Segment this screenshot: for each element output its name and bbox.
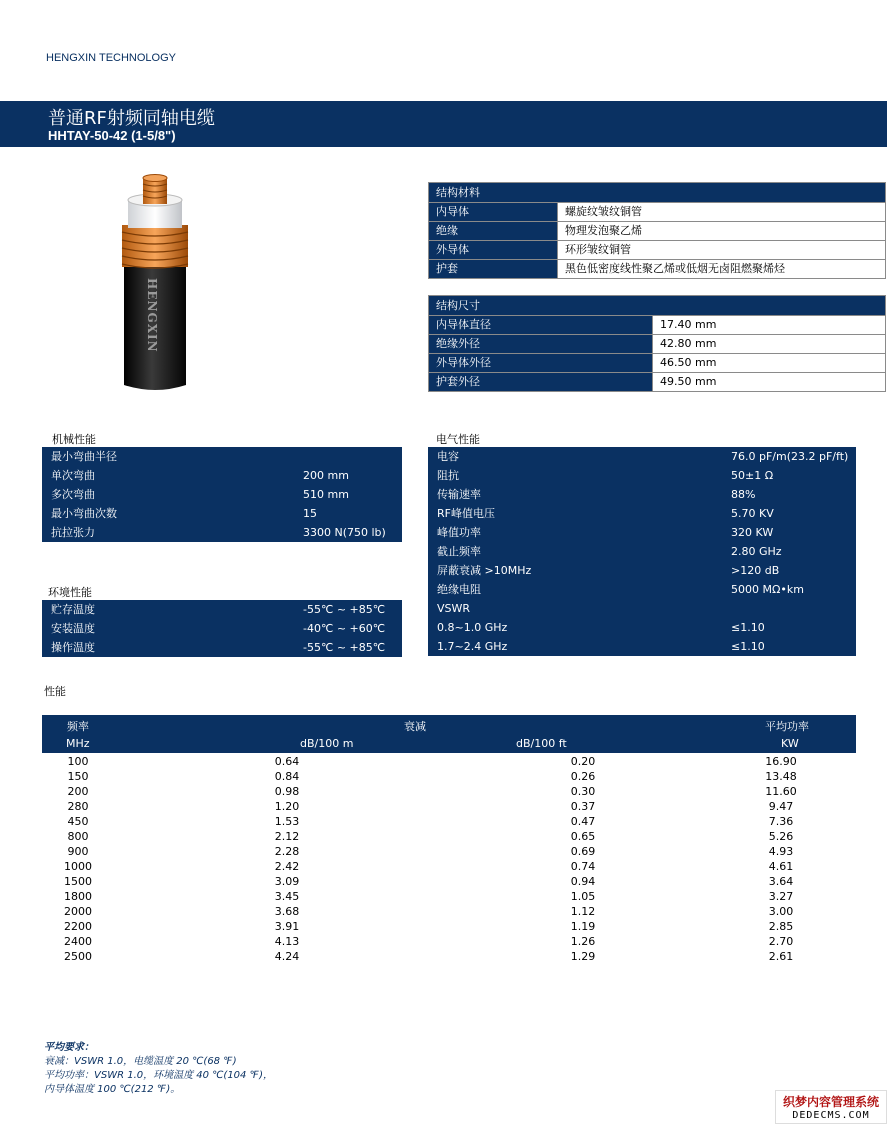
table-row [42, 619, 402, 638]
table-row [42, 600, 402, 619]
cell-atten-m: 4.24 [274, 950, 300, 963]
cell-power: 9.47 [768, 800, 794, 813]
cell-freq: 280 [67, 800, 89, 813]
table-row [428, 447, 856, 466]
col-unit-power: KW [781, 737, 799, 750]
cell-freq: 450 [67, 815, 89, 828]
cell-freq: 2000 [64, 905, 92, 918]
cell-freq: 1800 [64, 890, 92, 903]
performance-label: 性能 [44, 685, 66, 698]
watermark-line2: DEDECMS.COM [792, 1110, 870, 1121]
spec-value: >120 dB [731, 564, 780, 577]
spec-value: 物理发泡聚乙烯 [557, 222, 885, 240]
cell-power: 16.90 [765, 755, 797, 768]
table-row [42, 904, 856, 919]
col-header-atten: 衰减 [404, 720, 426, 733]
table-row [42, 829, 856, 844]
table-row [42, 949, 856, 964]
col-unit-atten-ft: dB/100 ft [516, 737, 567, 750]
table-row [42, 799, 856, 814]
cell-atten-m: 3.09 [274, 875, 300, 888]
spec-key: 贮存温度 [51, 603, 95, 616]
spec-value: 黑色低密度线性聚乙烯或低烟无卤阻燃聚烯烃 [557, 260, 885, 278]
cell-atten-m: 3.68 [274, 905, 300, 918]
cell-power: 3.00 [768, 905, 794, 918]
spec-value: ≤1.10 [731, 621, 765, 634]
notes-line: 衰减：VSWR 1.0，电缆温度 20 ℃(68 ℉) [44, 1056, 237, 1067]
table-row [429, 202, 885, 221]
cell-freq: 1000 [64, 860, 92, 873]
spec-key: 屏蔽衰减 >10MHz [437, 564, 532, 577]
notes-title: 平均要求： [44, 1042, 94, 1053]
spec-key: 阻抗 [437, 469, 459, 482]
table-row [428, 504, 856, 523]
environment-block [42, 600, 402, 657]
spec-key: 内导体 [429, 203, 557, 221]
table-row [42, 754, 856, 769]
spec-key: 1.7~2.4 GHz [437, 640, 508, 653]
notes-line: 平均功率：VSWR 1.0，环境温度 40 ℃(104 ℉)， [44, 1070, 274, 1081]
cell-freq: 2500 [64, 950, 92, 963]
cell-freq: 150 [67, 770, 89, 783]
table-row [429, 259, 885, 278]
cell-atten-m: 2.28 [274, 845, 300, 858]
col-header-power: 平均功率 [765, 720, 809, 733]
table-row [429, 334, 885, 353]
company-name: HENGXIN TECHNOLOGY [46, 52, 176, 64]
cell-atten-m: 0.84 [274, 770, 300, 783]
spec-key: 最小弯曲半径 [51, 450, 117, 463]
notes-line: 内导体温度 100 ℃(212 ℉)。 [44, 1084, 181, 1095]
notes [44, 1041, 273, 1097]
table-row [429, 372, 885, 391]
mechanical-label: 机械性能 [52, 433, 96, 446]
cell-atten-ft: 1.12 [570, 905, 596, 918]
spec-value: 510 mm [303, 488, 349, 501]
mechanical-block [42, 447, 402, 542]
cell-atten-ft: 0.37 [570, 800, 596, 813]
spec-key: 绝缘电阻 [437, 583, 481, 596]
spec-value: 5.70 KV [731, 507, 774, 520]
cell-atten-ft: 0.74 [570, 860, 596, 873]
cell-power: 2.61 [768, 950, 794, 963]
cell-atten-m: 2.42 [274, 860, 300, 873]
structure-dimensions-table [428, 295, 886, 392]
spec-key: 单次弯曲 [51, 469, 95, 482]
spec-value: 88% [731, 488, 756, 501]
spec-value: 5000 MΩ•km [731, 583, 804, 596]
table-row [42, 859, 856, 874]
cell-power: 13.48 [765, 770, 797, 783]
spec-key: 传输速率 [437, 488, 481, 501]
spec-value: 3300 N(750 lb) [303, 526, 386, 539]
cell-atten-ft: 1.19 [570, 920, 596, 933]
table-row [42, 523, 402, 542]
watermark-line1: 织梦内容管理系统 [782, 1095, 879, 1109]
cell-atten-ft: 1.29 [570, 950, 596, 963]
spec-value: 49.50 mm [652, 373, 885, 391]
cell-power: 11.60 [765, 785, 797, 798]
col-header-freq: 频率 [67, 720, 89, 733]
cell-power: 3.27 [768, 890, 794, 903]
table-row [42, 889, 856, 904]
cell-power: 7.36 [768, 815, 794, 828]
table-row [42, 638, 402, 657]
spec-value: -55℃ ~ +85℃ [303, 603, 386, 616]
table-row [42, 814, 856, 829]
cell-atten-m: 3.91 [274, 920, 300, 933]
cell-atten-m: 1.20 [274, 800, 300, 813]
cell-freq: 100 [67, 755, 89, 768]
table-row [428, 561, 856, 580]
spec-key: 内导体直径 [429, 316, 652, 334]
cell-atten-ft: 1.26 [570, 935, 596, 948]
table-row [42, 504, 402, 523]
structure-materials-table [428, 182, 886, 279]
product-model: HHTAY-50-42 (1-5/8") [48, 128, 176, 143]
cell-freq: 900 [67, 845, 89, 858]
spec-value: -55℃ ~ +85℃ [303, 641, 386, 654]
table-row [429, 315, 885, 334]
spec-value: 15 [303, 507, 317, 520]
spec-key: 0.8~1.0 GHz [437, 621, 508, 634]
spec-value: 46.50 mm [652, 354, 885, 372]
cell-power: 4.61 [768, 860, 794, 873]
spec-value: 2.80 GHz [731, 545, 782, 558]
spec-value: 17.40 mm [652, 316, 885, 334]
spec-value: 200 mm [303, 469, 349, 482]
spec-value: 螺旋纹皱纹铜管 [557, 203, 885, 221]
cell-power: 3.64 [768, 875, 794, 888]
spec-key: 操作温度 [51, 641, 95, 654]
cell-atten-m: 4.13 [274, 935, 300, 948]
table-row [428, 523, 856, 542]
table-row [42, 919, 856, 934]
structure-dimensions-header: 结构尺寸 [429, 296, 885, 315]
spec-value: 76.0 pF/m(23.2 pF/ft) [731, 450, 849, 463]
performance-table-header [42, 715, 856, 753]
cell-atten-ft: 0.69 [570, 845, 596, 858]
spec-key: 峰值功率 [437, 526, 481, 539]
table-row [428, 580, 856, 599]
table-row [428, 485, 856, 504]
spec-key: RF峰值电压 [437, 507, 495, 520]
table-row [429, 240, 885, 259]
product-title: 普通RF射频同轴电缆 [48, 108, 215, 129]
cell-power: 4.93 [768, 845, 794, 858]
cable-brand-text: HENGXIN [145, 278, 159, 353]
cell-atten-m: 1.53 [274, 815, 300, 828]
table-row [428, 599, 856, 618]
electrical-block [428, 447, 856, 656]
cell-atten-ft: 0.65 [570, 830, 596, 843]
table-row [428, 637, 856, 656]
table-row [42, 844, 856, 859]
environment-label: 环境性能 [48, 586, 92, 599]
spec-key: 截止频率 [437, 545, 481, 558]
cell-freq: 1500 [64, 875, 92, 888]
spec-value: -40℃ ~ +60℃ [303, 622, 386, 635]
performance-table-body [42, 754, 856, 964]
spec-key: 外导体 [429, 241, 557, 259]
cell-atten-m: 0.98 [274, 785, 300, 798]
spec-key: 护套外径 [429, 373, 652, 391]
cell-freq: 2400 [64, 935, 92, 948]
col-unit-atten-m: dB/100 m [300, 737, 354, 750]
table-row [429, 221, 885, 240]
spec-value: ≤1.10 [731, 640, 765, 653]
spec-value: 320 KW [731, 526, 774, 539]
table-row [42, 769, 856, 784]
cell-atten-m: 0.64 [274, 755, 300, 768]
cell-power: 5.26 [768, 830, 794, 843]
spec-key: 绝缘外径 [429, 335, 652, 353]
cell-atten-m: 2.12 [274, 830, 300, 843]
table-row [42, 485, 402, 504]
cell-freq: 200 [67, 785, 89, 798]
cell-freq: 2200 [64, 920, 92, 933]
spec-key: 多次弯曲 [51, 488, 95, 501]
cell-atten-ft: 0.47 [570, 815, 596, 828]
spec-value: 环形皱纹铜管 [557, 241, 885, 259]
table-row [42, 784, 856, 799]
spec-value: 42.80 mm [652, 335, 885, 353]
cell-atten-ft: 0.20 [570, 755, 596, 768]
cable-image [110, 170, 200, 395]
table-row [429, 353, 885, 372]
cell-power: 2.85 [768, 920, 794, 933]
cell-power: 2.70 [768, 935, 794, 948]
spec-key: VSWR [437, 602, 471, 615]
cell-atten-ft: 0.26 [570, 770, 596, 783]
spec-key: 外导体外径 [429, 354, 652, 372]
spec-key: 绝缘 [429, 222, 557, 240]
electrical-label: 电气性能 [436, 433, 480, 446]
spec-key: 最小弯曲次数 [51, 507, 117, 520]
table-row [428, 618, 856, 637]
spec-value: 50±1 Ω [731, 469, 774, 482]
cell-atten-m: 3.45 [274, 890, 300, 903]
table-row [42, 447, 402, 466]
table-row [42, 934, 856, 949]
cell-freq: 800 [67, 830, 89, 843]
table-row [428, 542, 856, 561]
table-row [42, 874, 856, 889]
table-row [428, 466, 856, 485]
structure-materials-header: 结构材料 [429, 183, 885, 202]
cell-atten-ft: 1.05 [570, 890, 596, 903]
watermark [775, 1090, 887, 1124]
table-row [42, 466, 402, 485]
cell-atten-ft: 0.30 [570, 785, 596, 798]
col-unit-freq: MHz [66, 737, 90, 750]
spec-key: 护套 [429, 260, 557, 278]
cell-atten-ft: 0.94 [570, 875, 596, 888]
spec-key: 电容 [437, 450, 459, 463]
spec-key: 安装温度 [51, 622, 95, 635]
spec-key: 抗拉张力 [51, 526, 95, 539]
